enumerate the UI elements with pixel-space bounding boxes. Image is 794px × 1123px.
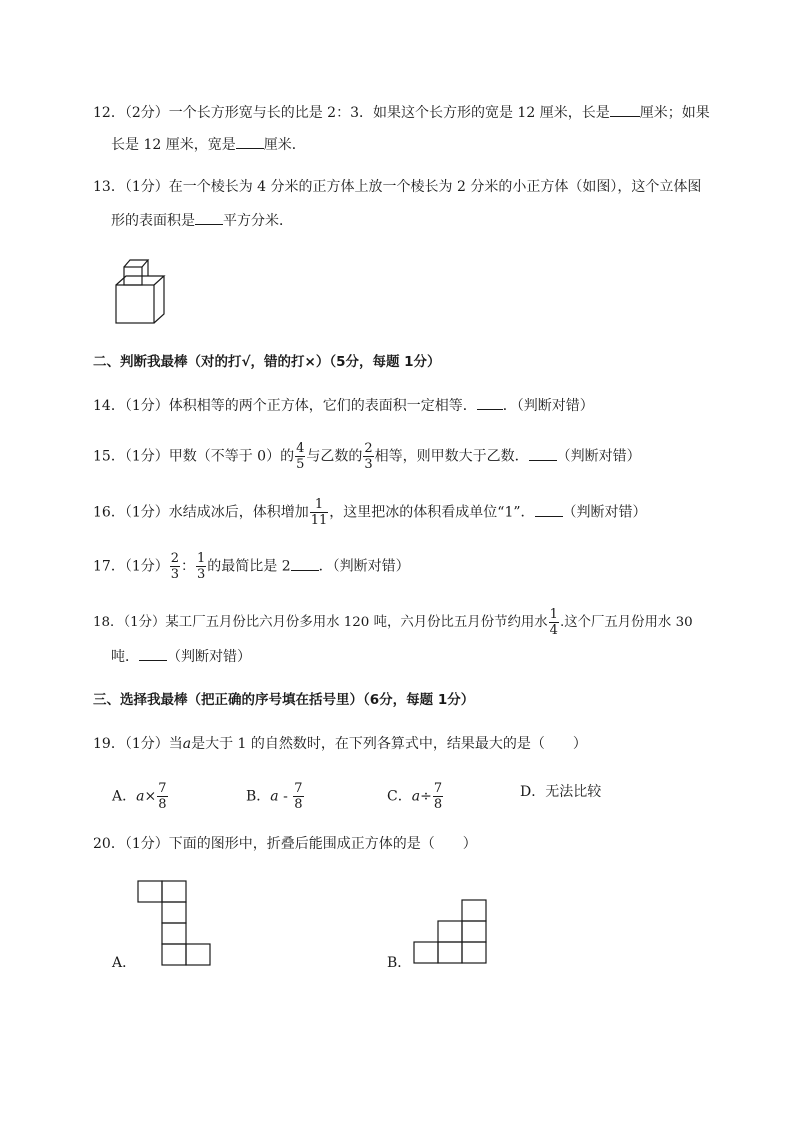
answer-blank[interactable] <box>291 556 319 571</box>
fraction: $\frac{4}{5}$ <box>296 441 305 472</box>
fraction: $\frac{1}{11}$ <box>310 497 328 528</box>
q19: 19．（1分）当a是大于 1 的自然数时，在下列各算式中，结果最大的是（ ） <box>93 736 587 752</box>
cube-net-b-figure <box>414 900 490 966</box>
section-2-title: 二、判断我最棒（对的打√，错的打×）（5分，每题 1分） <box>93 354 441 370</box>
q19-option-c[interactable]: C．a÷ $\frac{7}{8}$ <box>387 781 443 812</box>
q19-option-a[interactable]: A．a× $\frac{7}{8}$ <box>112 781 167 812</box>
q19-option-d[interactable]: D．无法比较 <box>520 784 602 800</box>
answer-blank[interactable] <box>529 446 557 461</box>
q19-option-b[interactable]: B．a - $\frac{7}{8}$ <box>246 781 303 812</box>
q18-line1: 18．（1分）某工厂五月份比六月份多用水 120 吨，六月份比五月份节约用水 $\frac{1}{4}$ .这个厂五月份用水 30 <box>93 607 693 638</box>
section-3-title: 三、选择我最棒（把正确的序号填在括号里）（6分，每题 1分） <box>93 692 475 708</box>
answer-blank[interactable] <box>236 134 264 149</box>
fraction: $\frac{1}{4}$ <box>549 607 558 638</box>
answer-blank[interactable] <box>195 210 223 225</box>
stacked-cubes-figure <box>110 255 170 327</box>
q18-line2: 吨． （判断对错） <box>111 646 251 667</box>
q20-option-a[interactable]: A． <box>112 955 137 971</box>
q13-line1: 13．（1分）在一个棱长为 4 分米的正方体上放一个棱长为 2 分米的小正方体（如图），这个立体图 <box>93 179 702 195</box>
q20-option-b[interactable]: B． <box>387 955 412 971</box>
cube-net-a-figure <box>138 881 214 967</box>
fraction: $\frac{2}{3}$ <box>170 551 180 582</box>
q15: 15．（1分）甲数（不等于 0）的 $\frac{4}{5}$ 与乙数的 $\frac{2}{3}$ 相等，则甲数大于乙数． （判断对错） <box>93 441 641 472</box>
answer-blank[interactable] <box>535 502 563 517</box>
q17: 17．（1分） $\frac{2}{3}$ ： $\frac{1}{3}$ 的最简比是 2 ．（判断对错） <box>93 551 410 582</box>
q14: 14．（1分）体积相等的两个正方体，它们的表面积一定相等． ．（判断对错） <box>93 395 594 416</box>
q12-line1: 12．（2分）一个长方形宽与长的比是 2：3．如果这个长方形的宽是 12 厘米，长是 厘米；如果 <box>93 102 710 123</box>
answer-blank[interactable] <box>477 395 503 410</box>
q13-line2: 形的表面积是 平方分米． <box>111 210 293 231</box>
answer-blank[interactable] <box>610 102 640 117</box>
fraction: $\frac{1}{3}$ <box>197 551 206 582</box>
q20: 20．（1分）下面的图形中，折叠后能围成正方体的是（ ） <box>93 836 477 852</box>
answer-blank[interactable] <box>139 646 167 661</box>
q16: 16．（1分）水结成冰后，体积增加 $\frac{1}{11}$ ，这里把冰的体积看成单位“1”． （判断对错） <box>93 497 647 528</box>
q12-line2: 长是 12 厘米，宽是 厘米． <box>111 134 306 155</box>
fraction: $\frac{2}{3}$ <box>364 441 373 472</box>
